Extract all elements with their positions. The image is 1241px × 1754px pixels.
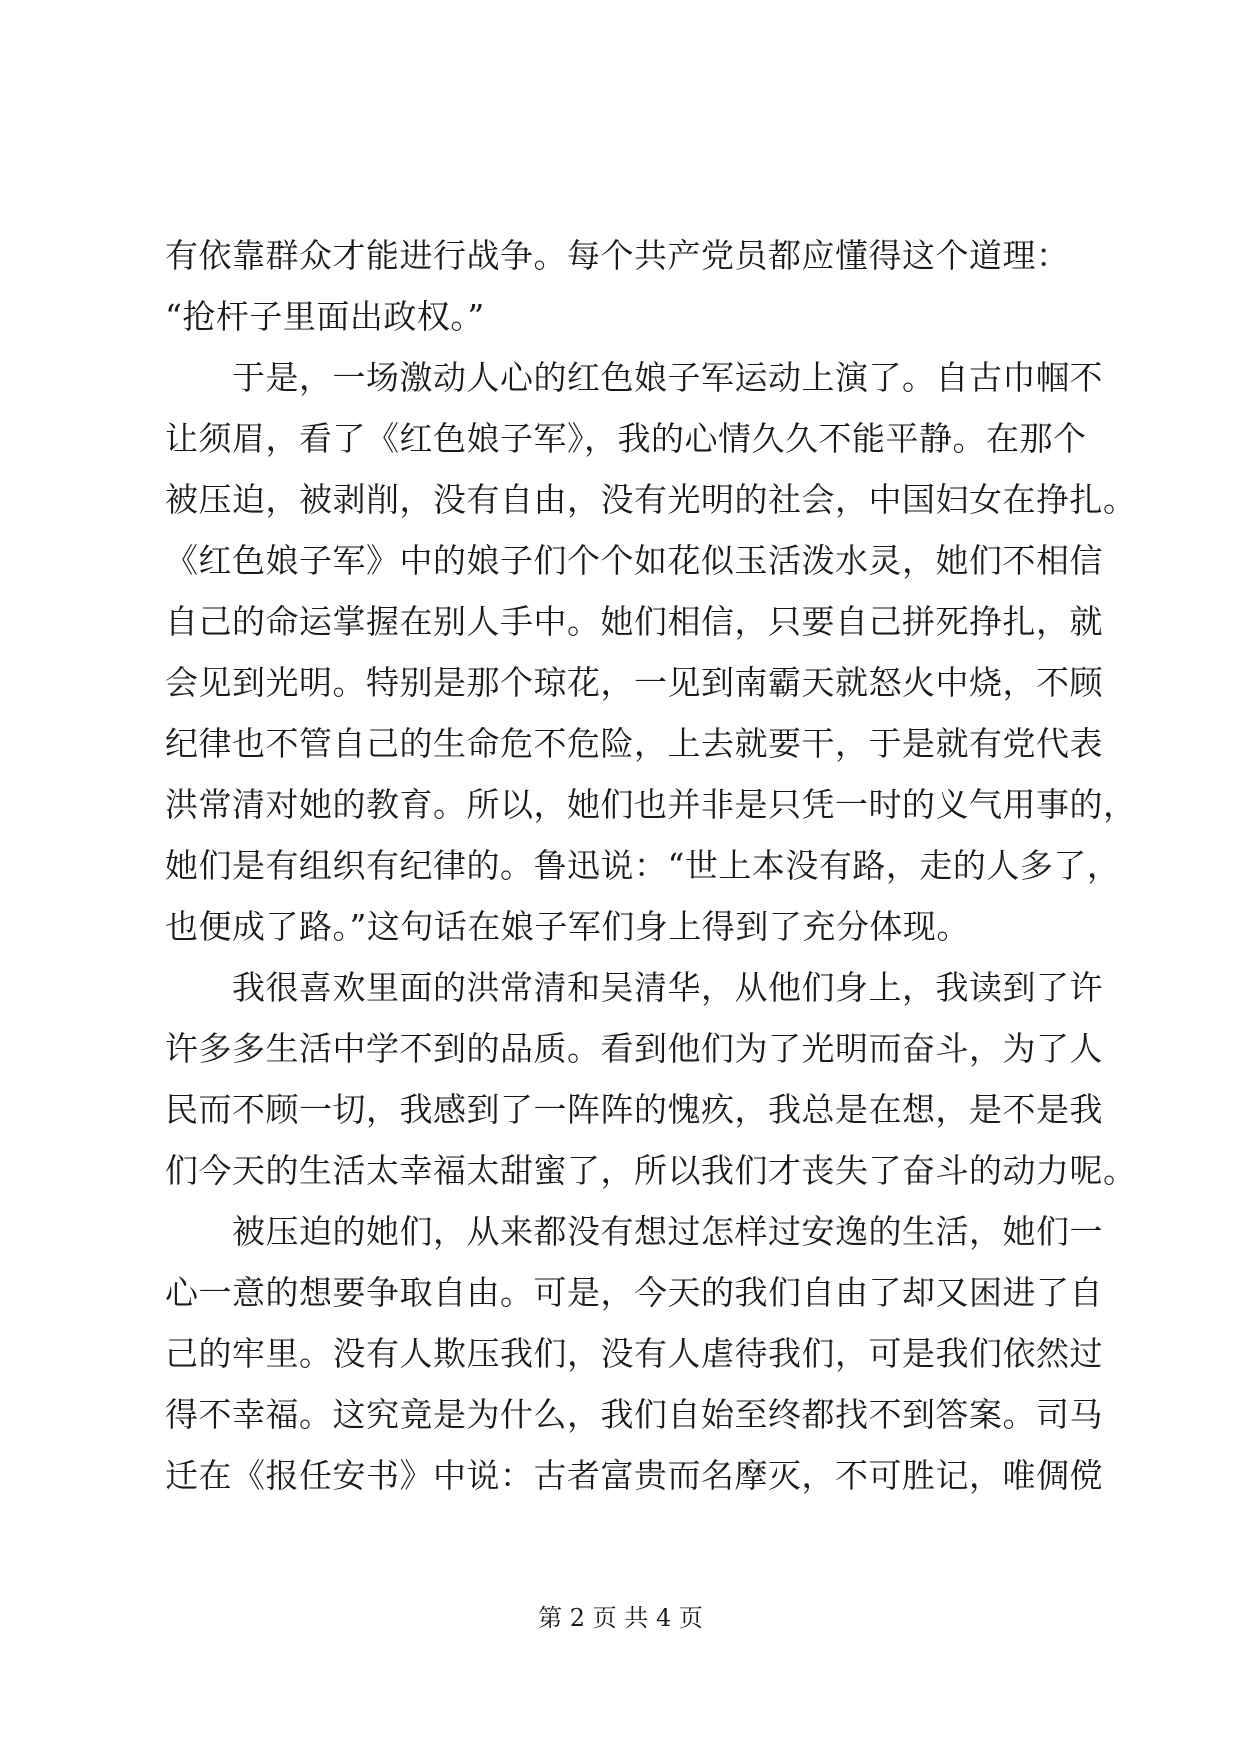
text-line: 得不幸福。这究竟是为什么，我们自始至终都找不到答案。司马 [165, 1395, 1103, 1434]
text-line: 许多多生活中学不到的品质。看到他们为了光明而奋斗，为了人 [165, 1029, 1103, 1068]
text-line: 她们是有组织有纪律的。鲁迅说：“世上本没有路，走的人多了， [165, 846, 1121, 885]
text-line: 我很喜欢里面的洪常清和吴清华，从他们身上，我读到了许 [165, 968, 1103, 1007]
text-line: 被压迫，被剥削，没有自由，没有光明的社会，中国妇女在挣扎。 [165, 480, 1137, 519]
text-line: 被压迫的她们，从来都没有想过怎样过安逸的生活，她们一 [165, 1212, 1103, 1251]
text-line: 己的牢里。没有人欺压我们，没有人虐待我们，可是我们依然过 [165, 1334, 1103, 1373]
text-line: 《红色娘子军》中的娘子们个个如花似玉活泼水灵，她们不相信 [165, 541, 1103, 580]
text-line: 也便成了路。”这句话在娘子军们身上得到了充分体现。 [165, 907, 970, 946]
text-line: 有依靠群众才能进行战争。每个共产党员都应懂得这个道理： [165, 236, 1070, 275]
text-line: 让须眉，看了《红色娘子军》，我的心情久久不能平静。在那个 [165, 419, 1087, 458]
text-line: 纪律也不管自己的生命危不危险，上去就要干，于是就有党代表 [165, 724, 1103, 763]
body-text [165, 225, 1137, 1506]
text-line: 们今天的生活太幸福太甜蜜了，所以我们才丧失了奋斗的动力呢。 [165, 1151, 1137, 1190]
text-line: 会见到光明。特别是那个琼花，一见到南霸天就怒火中烧，不顾 [165, 663, 1103, 702]
text-line: 于是，一场激动人心的红色娘子军运动上演了。自古巾帼不 [165, 358, 1103, 397]
text-line: 民而不顾一切，我感到了一阵阵的愧疚，我总是在想，是不是我 [165, 1090, 1103, 1129]
text-line: 心一意的想要争取自由。可是，今天的我们自由了却又困进了自 [165, 1273, 1103, 1312]
page-number-footer: 第 2 页 共 4 页 [538, 1604, 703, 1632]
text-line: 自己的命运掌握在别人手中。她们相信，只要自己拼死挣扎，就 [165, 602, 1103, 641]
text-line: 迁在《报任安书》中说：古者富贵而名摩灭，不可胜记，唯倜傥 [165, 1456, 1103, 1495]
text-line: “抢杆子里面出政权。” [165, 297, 485, 336]
text-line: 洪常清对她的教育。所以，她们也并非是只凭一时的义气用事的， [165, 785, 1137, 824]
